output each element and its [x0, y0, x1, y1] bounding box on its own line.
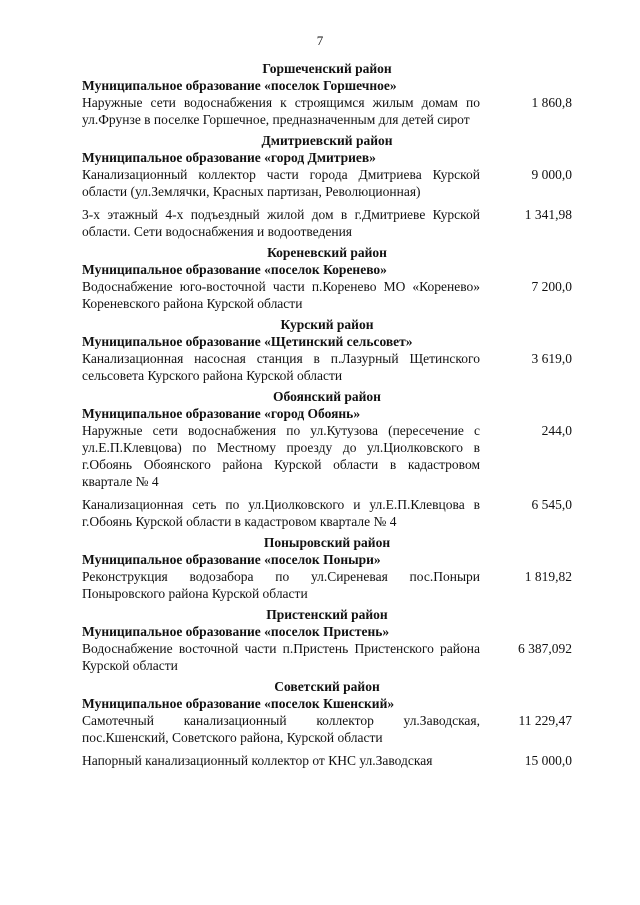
municipality-heading: Муниципальное образование «город Обоянь»	[82, 406, 361, 421]
project-amount: 3 619,0	[531, 351, 572, 366]
district-heading: Поныровский район	[263, 535, 391, 550]
municipality-heading: Муниципальное образование «Щетинский сельсовет»	[82, 334, 413, 349]
district-heading: Дмитриевский район	[261, 133, 393, 148]
project-description: Канализационный коллектор части города Дмитриева Курской области (ул.Землячки, Красных партизан, Революционная)	[82, 167, 480, 199]
project-amount: 6 387,092	[518, 641, 572, 656]
district-heading: Кореневский район	[267, 245, 387, 260]
project-amount: 9 000,0	[531, 167, 572, 182]
municipality-heading: Муниципальное образование «поселок Горшечное»	[82, 78, 397, 93]
project-row	[82, 166, 572, 200]
project-amount: 1 341,98	[524, 207, 572, 222]
project-amount: 7 200,0	[531, 279, 572, 294]
project-row	[82, 752, 572, 769]
project-row	[82, 568, 572, 602]
page-number: 7	[316, 33, 324, 48]
project-description: Водоснабжение восточной части п.Пристень Пристенского района Курской области	[82, 641, 480, 673]
project-description: Самотечный канализационный коллектор ул.Заводская, пос.Кшенский, Советского района, Курской области	[82, 713, 480, 745]
project-row	[82, 350, 572, 384]
project-amount: 11 229,47	[518, 713, 572, 728]
project-amount: 6 545,0	[531, 497, 572, 512]
project-row	[82, 94, 572, 128]
project-description: Наружные сети водоснабжения по ул.Кутузова (пересечение с ул.Е.П.Клевцова) по Местному проезду до ул.Циолковского в г.Обоянь Обоянского района Курской области в кадастровом квартале № 4	[82, 423, 480, 489]
project-row	[82, 496, 572, 530]
municipality-heading: Муниципальное образование «поселок Кшенский»	[82, 696, 395, 711]
project-description: Реконструкция водозабора по ул.Сиреневая пос.Поныри Поныровского района Курской области	[82, 569, 480, 601]
project-row	[82, 206, 572, 240]
project-row	[82, 712, 572, 746]
project-amount: 15 000,0	[524, 753, 572, 768]
project-description: Канализационная сеть по ул.Циолковского и ул.Е.П.Клевцова в г.Обоянь Курской области в кадастровом квартале № 4	[82, 497, 480, 529]
project-description: Напорный канализационный коллектор от КНС ул.Заводская	[82, 753, 433, 768]
district-heading: Горшеченский район	[262, 61, 392, 76]
municipality-heading: Муниципальное образование «поселок Пристень»	[82, 624, 390, 639]
project-row	[82, 278, 572, 312]
project-row	[82, 640, 572, 674]
municipality-heading: Муниципальное образование «город Дмитриев»	[82, 150, 376, 165]
project-amount: 1 860,8	[531, 95, 572, 110]
project-description: 3-х этажный 4-х подъездный жилой дом в г.Дмитриеве Курской области. Сети водоснабжения и водоотведения	[82, 207, 480, 239]
district-heading: Пристенский район	[266, 607, 388, 622]
content-area	[82, 60, 572, 769]
project-row	[82, 422, 572, 490]
district-heading: Советский район	[274, 679, 380, 694]
municipality-heading: Муниципальное образование «поселок Поныри»	[82, 552, 381, 567]
district-heading: Обоянский район	[273, 389, 381, 404]
project-description: Водоснабжение юго-восточной части п.Коренево МО «Коренево» Кореневского района Курской области	[82, 279, 480, 311]
district-heading: Курский район	[280, 317, 374, 332]
project-description: Наружные сети водоснабжения к строящимся жилым домам по ул.Фрунзе в поселке Горшечное, предназначенным для детей сирот	[82, 95, 480, 127]
municipality-heading: Муниципальное образование «поселок Коренево»	[82, 262, 387, 277]
project-description: Канализационная насосная станция в п.Лазурный Щетинского сельсовета Курского района Курской области	[82, 351, 480, 383]
project-amount: 244,0	[541, 423, 572, 438]
project-amount: 1 819,82	[524, 569, 572, 584]
